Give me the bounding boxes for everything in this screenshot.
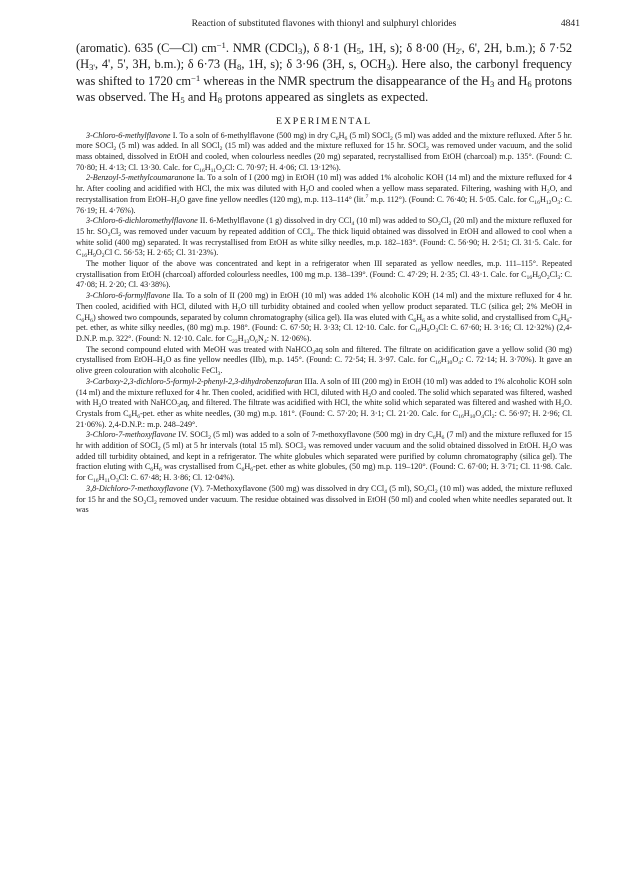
paragraph-compound-Ia: 2-Benzoyl-5-methylcoumaranone Ia. To a soln of I (200 mg) in EtOH (10 ml) was added 1% alcoholic KOH (14 ml) and the mixture refluxed for 4 hr. After cooling and acidified with HCl, the mix was diluted with $H_2O$ and cooled when a yellow mass separated. Filtering, washing with $H_2O$, and recrystallisation from EtOH–$H_2O$ gave fine yellow needles (120 mg), m.p. 113–114° (lit.$^7$ m.p. 112°). (Found: C. 76·40; H. 5·05. Calc. for $C_{16}H_{12}O_3$: C. 76·19; H. 4·76%). xyxy=(76,173,572,215)
paragraph-compound-I: 3-Chloro-6-methylflavone I. To a soln of 6-methylflavone (500 mg) in dry $C_6H_6$ (5 ml) SOCl$_2$ (5 ml) was added and the mixture refluxed. After 5 hr. more SOCl$_2$ (5 ml) was added. In all SOCl$_2$ (15 ml) was added and the mixture refluxed for 15 hr. SOCl$_2$ was removed under vacuum, and the solid mass obtained, dissolved in EtOH and cooled, when colourless needles (20 mg) separated, recrystallised from EtOH (charcoal) m.p. 135°. (Found: C. 70·80; H. 4·13; Cl. 13·30. Calc. for $C_{16}H_{11}O_2Cl$: C. 70·97; H. 4·06; Cl. 13·12%). xyxy=(76,130,572,174)
experimental-body xyxy=(76,131,572,516)
paragraph-compound-V: 3,8-Dichloro-7-methoxyflavone (V). 7-Methoxyflavone (500 mg) was dissolved in dry CCl$_4$ (5 ml), $SO_2Cl_2$ (10 ml) was added, the mixture refluxed for 15 hr and the $SO_2Cl_2$ removed under vacuum. The residue obtained was dissolved in EtOH (50 ml) and cooled when white needles separated out. It was xyxy=(76,483,573,515)
page-number: 4841 xyxy=(560,18,580,29)
journal-page xyxy=(76,18,580,516)
paragraph-compound-IV: 3-Chloro-7-methoxyflavone IV. SOCl$_2$ (5 ml) was added to a soln of 7-methoxyflavone (500 mg) in dry $C_6H_6$ (7 ml) and the mixture refluxed for 15 hr with addition of SOCl$_2$ (5 ml) at 5 hr intervals (total 15 ml). SOCl$_2$ was removed under vacuum and the solid obtained dissolved in EtOH. $H_2O$ was added till turbidity obtained, and kept in a refrigerator. The white globules which separated were purified by column chromatography (silica gel). The fraction eluting with $C_6H_6$ was crystallised from $C_6H_6$-pet. ether as white globules, (50 mg) m.p. 119–120°. (Found: C. 67·00; H. 3·71; Cl. 11·98. Calc. for $C_{16}H_{11}O_3Cl$: C. 67·48; H. 3·86; Cl. 12·04%). xyxy=(76,430,572,485)
paragraph-compound-IIa: 3-Chloro-6-formylflavone IIa. To a soln of II (200 mg) in EtOH (10 ml) was added 1% alcoholic KOH (14 ml) and the mixture refluxed for 4 hr. Then cooled, acidified with HCl, diluted with $H_2O$ till turbidity obtained and cooled when yellow product separated. TLC (silica gel; 2% MeOH in $C_6H_6$) showed two compounds, separated by column chromatography (silica gel). IIa was eluted with $C_6H_6$ as a white solid, and crystallised from $C_6H_6$-pet. ether, as white silky needles, (80 mg) m.p. 198°. (Found: C. 67·50; H. 3·33; Cl. 12·10. Calc. for $C_{16}H_9O_3Cl$: C. 67·60; H. 3·16; Cl. 12·32%) (2,4-D.N.P. m.p. 322°. (Found: N. 12·10. Calc. for $C_{22}H_{13}O_6N_4$: N. 12·06%). xyxy=(76,291,573,345)
paragraph-compound-IIIa: 3-Carboxy-2,3-dichloro-5-formyl-2-phenyl-2,3-dihydrobenzofuran IIIa. A soln of III (200 mg) in EtOH (10 ml) was added to 1% alcoholic KOH soln (14 ml) and the mixture refluxed for 4 hr. Then cooled, acidified with HCl, diluted with $H_2O$ and cooled. The solid which separated was filtered, washed with $H_2O$ treated with NaHCO$_3$aq, and filtered. The filtrate was acidified with HCl, the white solid which separated was filtered and washed with $H_2O$. Crystals from $C_6H_6$-pet. ether as white needles, (30 mg) m.p. 181°. (Found: C. 57·20; H. 3·1; Cl. 21·20. Calc. for $C_{16}H_{10}O_4Cl_2$: C. 56·97; H. 2·96; Cl. 21·06%). 2,4-D.N.P.: m.p. 248–249°. xyxy=(76,376,573,429)
paragraph-second-compound: The second compound eluted with MeOH was treated with NaHCO$_3$aq soln and filtered. The filtrate on acidification gave a yellow solid (30 mg) crystallised from EtOH–$H_2O$ as fine yellow needles (IIb), m.p. 145°. (Found: C. 72·54; H. 3·97. Calc. for $C_{16}H_{10}O_4$: C. 72·14; H. 3·70%). It gave an olive green colouration with alcoholic FeCl$_3$. xyxy=(76,344,572,378)
running-title: Reaction of substituted flavones with thionyl and sulphuryl chlorides xyxy=(191,18,457,29)
paragraph-compound-II: 3-Chloro-6-dichloromethylflavone II. 6-Methylflavone (1 g) dissolved in dry CCl$_4$ (10 ml) was added to $SO_2Cl_2$ (20 ml) and the mixture refluxed for 15 hr. $SO_2Cl_2$ was removed under vacuum by repeated addition of CCl$_4$. The thick liquid obtained was dissolved in EtOH and allowed to cool when a white solid (400 mg) separated. It was recrystallised from EtOH as white silky needles, m.p. 182–183°. (Found: C. 56·90; H. 2·51; Cl. 31·5. Calc. for $C_{16}H_9O_2Cl$ C. 56·53; H. 2·65; Cl. 31·23%). xyxy=(76,216,572,260)
compound-name: 3-Chloro-6-methylflavone xyxy=(86,130,171,140)
compound-name: 3-Chloro-7-methoxyflavone xyxy=(86,430,176,440)
paragraph-mother-liquor: The mother liquor of the above was concentrated and kept in a refrigerator when III separated as yellow needles, m.p. 111–115°. Repeated crystallisation from EtOH (charcoal) afforded colourless needles, 100 mg m.p. 138–139°. (Found: C. 47·29; H. 2·35; Cl. 43·1. Calc. for $C_{16}H_9O_2Cl_3$: C. 47·08; H. 2·20; Cl. 43·38%). xyxy=(76,259,572,290)
intro-paragraph: (aromatic). 635 (C—Cl) $cm^{-1}$. NMR (CDCl$_3$), δ 8·1 ($H_5$, 1H, s); δ 8·00 ($H_{2'}$, 6', 2H, b.m.); δ 7·52 ($H_{3'}$, 4', 5', 3H, b.m.); δ 6·73 ($H_8$, 1H, s); δ 3·96 (3H, s, $OCH_3$). Here also, the carbonyl frequency was shifted to 1720 $cm^{-1}$ whereas in the NMR spectrum the disappearance of the $H_3$ and $H_6$ protons was observed. The $H_5$ and $H_8$ protons appeared as singlets as expected. xyxy=(76,40,573,106)
section-heading-experimental: EXPERIMENTAL xyxy=(276,115,372,127)
compound-name: 2-Benzoyl-5-methylcoumaranone xyxy=(86,173,195,183)
compound-name: 3-Chloro-6-formylflavone xyxy=(86,291,171,301)
compound-name: 3-Chloro-6-dichloromethylflavone xyxy=(86,216,198,226)
page-header xyxy=(76,18,580,34)
compound-name: 3-Carboxy-2,3-dichloro-5-formyl-2-phenyl-2,3-dihydrobenzofuran xyxy=(86,376,303,386)
compound-name: 3,8-Dichloro-7-methoxyflavone xyxy=(86,483,189,493)
